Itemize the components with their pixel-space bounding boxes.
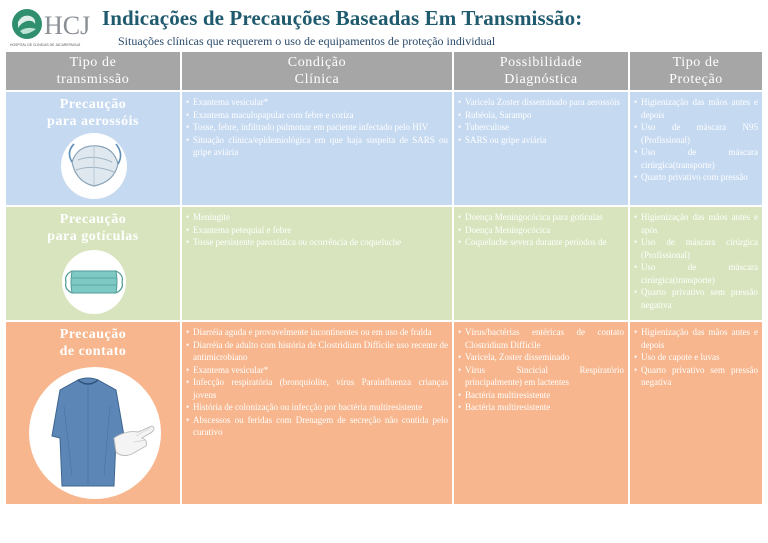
list-item: • Bactéria multiresistente: [458, 401, 624, 414]
list-item: • Higienização das mãos antes e depois: [634, 326, 758, 351]
list-item: • Varicela Zoster disseminado para aerossóis: [458, 96, 624, 109]
list-item: • SARS ou gripe aviária: [458, 134, 624, 147]
precaution-title: [6, 326, 180, 360]
precaution-title-line: para aerossóis: [47, 114, 139, 129]
list-item: • Uso de capote e luvas: [634, 351, 758, 364]
list-item: • Tuberculose: [458, 121, 624, 134]
header-line: Clínica: [294, 72, 340, 87]
precautions-table: [6, 52, 762, 504]
list-item: • Exantema vesicular*: [186, 96, 448, 109]
logo-text: HCJ: [44, 11, 91, 40]
precaution-title-line: Precaução: [59, 212, 127, 227]
row-aerosol-type: [6, 92, 180, 205]
row-contact-diagnoses: [454, 322, 628, 504]
hospital-logo: [8, 4, 96, 48]
row-contact-protection: [630, 322, 762, 504]
list-item: • Rubéola, Sarampo: [458, 109, 624, 122]
row-droplet-diagnoses: [454, 207, 628, 320]
list-item: • Quarto privativo sem pressão negativa: [634, 364, 758, 389]
list-item: • Meningite: [186, 211, 448, 224]
list-item: • Bactéria multiresistente: [458, 389, 624, 402]
row-droplet-protection: [630, 207, 762, 320]
precaution-title-line: Precaução: [59, 97, 127, 112]
header-transmission-type: [6, 52, 180, 90]
list-item: • Doença Meningocócica para gotículas: [458, 211, 624, 224]
list-item: • Quarto privativo com pressão: [634, 171, 758, 184]
list-item: • Higienização das mãos antes e depois: [634, 96, 758, 121]
precaution-title: [6, 96, 180, 130]
header-line: Tipo de: [672, 55, 720, 70]
list-item: • Exantema petequial e febre: [186, 224, 448, 237]
header-line: Possibilidade: [499, 55, 583, 70]
precaution-title-line: de contato: [59, 344, 127, 359]
header-clinical-condition: [182, 52, 452, 90]
precaution-title-line: para gotículas: [47, 229, 139, 244]
gown-and-glove-icon: [28, 366, 162, 500]
list-item: • Diarréia aguda e provavelmente incontinentes ou em uso de fralda: [186, 326, 448, 339]
list-item: • Exantema vesicular*: [186, 364, 448, 377]
row-contact-conditions: [182, 322, 452, 504]
n95-mask-icon: [58, 132, 130, 200]
list-item: • Exantema maculopapular com febre e coriza: [186, 109, 448, 122]
list-item: • Abscessos ou feridas com Drenagem de secreção não contida pelo curativo: [186, 414, 448, 439]
logo-caption: HOSPITAL DE CLÍNICAS DE JACAREPAGUÁ: [10, 43, 81, 47]
list-item: • Tosse persistente paroxística ou ocorrência de coqueluche: [186, 236, 448, 249]
row-contact-type: [6, 322, 180, 504]
list-item: • Uso de máscara cirúrgica(transporte): [634, 261, 758, 286]
header-line: Proteção: [669, 72, 723, 87]
list-item: • Uso de máscara N95 (Profissional): [634, 121, 758, 146]
list-item: • Uso de máscara cirúrgica(transporte): [634, 146, 758, 171]
precaution-title: [6, 211, 180, 245]
header-diagnostic-possibility: [454, 52, 628, 90]
surgical-mask-icon: [60, 249, 128, 315]
header-line: transmissão: [56, 72, 130, 87]
header-line: Diagnóstica: [504, 72, 578, 87]
header-protection-type: [630, 52, 762, 90]
list-item: • Vírus/bactérias entéricas de contato Clostridium Difficile: [458, 326, 624, 351]
list-item: • Higienização das mãos antes e após: [634, 211, 758, 236]
list-item: • História de colonização ou infecção por bactéria multiresistente: [186, 401, 448, 414]
row-droplet-conditions: [182, 207, 452, 320]
precaution-title-line: Precaução: [59, 327, 127, 342]
list-item: • Coqueluche severa durante períodos de: [458, 236, 624, 249]
header-line: Condição: [287, 55, 347, 70]
row-aerosol-diagnoses: [454, 92, 628, 205]
header-line: Tipo de: [69, 55, 117, 70]
list-item: • Tosse, febre, infiltrado pulmonar em paciente infectado pelo HIV: [186, 121, 448, 134]
row-aerosol-protection: [630, 92, 762, 205]
list-item: • Diarréia de adulto com história de Clostridium Difficile uso recente de antimicrobiano: [186, 339, 448, 364]
list-item: • Varicela, Zoster disseminado: [458, 351, 624, 364]
page-title: Indicações de Precauções Baseadas Em Transmissão:: [102, 6, 583, 30]
list-item: • Situação clínica/epidemiológica em que haja suspeita de SARS ou gripe aviária: [186, 134, 448, 159]
list-item: • Quarto privativo sem pressão negativa: [634, 286, 758, 311]
list-item: • Uso de máscara cirúrgica (Profissional): [634, 236, 758, 261]
list-item: • Vírus Sincicial Respiratório principalmente) em lactentes: [458, 364, 624, 389]
list-item: • Infecção respiratória (bronquiolite, vírus Parainfluenza crianças jovens: [186, 376, 448, 401]
page-subtitle: Situações clínicas que requerem o uso de equipamentos de proteção individual: [118, 34, 496, 48]
row-droplet-type: [6, 207, 180, 320]
row-aerosol-conditions: [182, 92, 452, 205]
list-item: • Doença Meningocócica: [458, 224, 624, 237]
